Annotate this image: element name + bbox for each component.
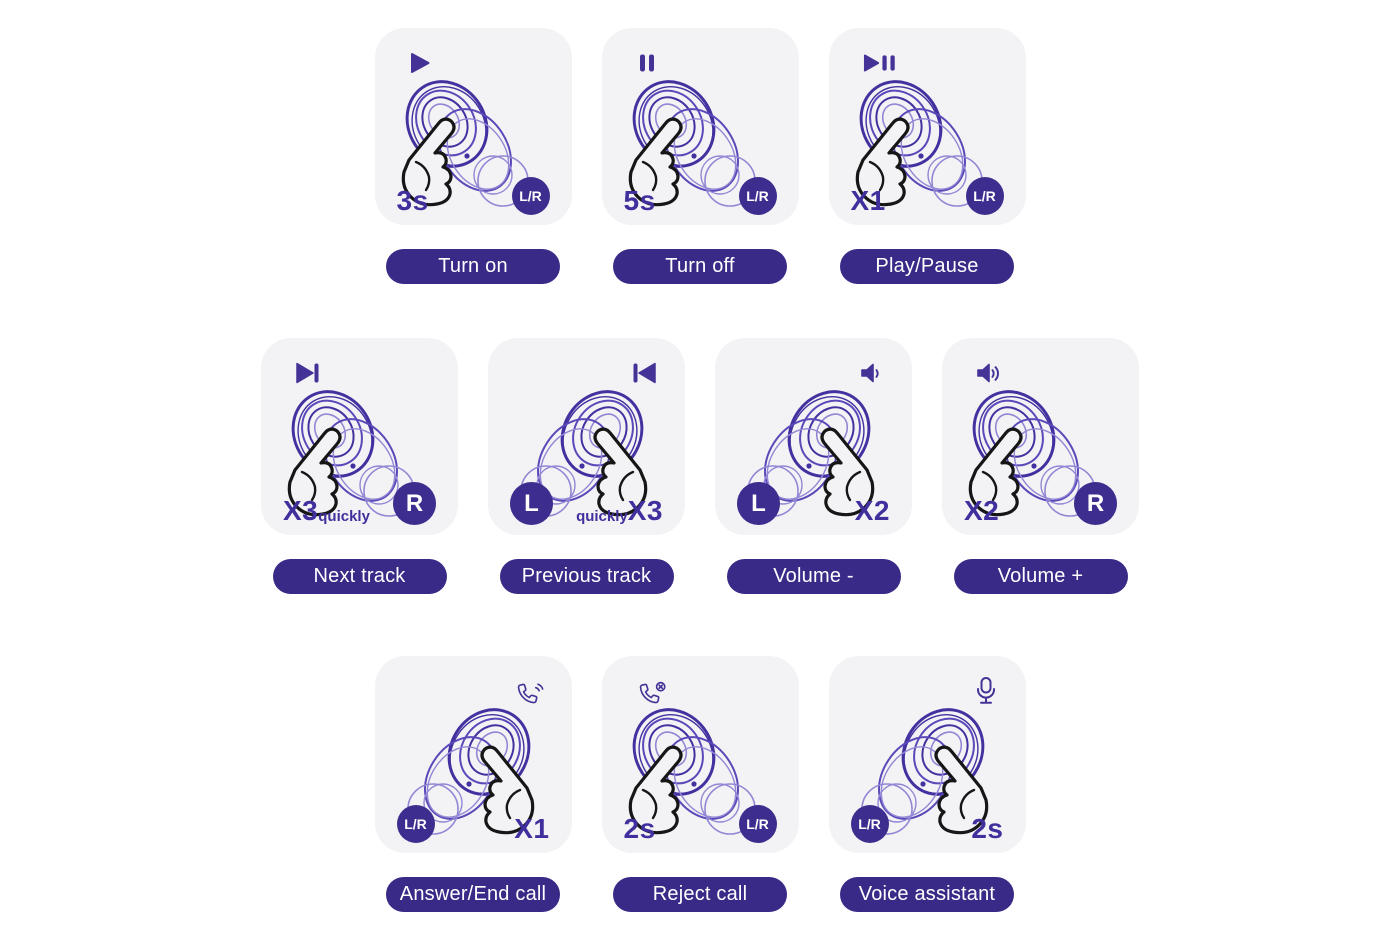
gesture-card [829, 656, 1026, 853]
action-label: Answer/End call [399, 883, 547, 905]
action-label-pill [613, 877, 787, 912]
action-label-pill [500, 559, 674, 594]
action-label: Next track [313, 565, 406, 587]
control-card-previous-track [488, 338, 685, 594]
earbud-side-badge: L/R [739, 177, 777, 215]
controls-row-1 [0, 28, 1400, 284]
gesture-count: X2 [854, 495, 890, 526]
earbud-side-badge: R [393, 482, 436, 525]
earbud-side-badge: L/R [739, 805, 777, 843]
gesture-card [375, 28, 572, 225]
action-label-pill [840, 877, 1014, 912]
action-label-pill [613, 249, 787, 284]
earbud-side-badge: L [510, 482, 553, 525]
action-label-pill [273, 559, 447, 594]
control-card-next-track [261, 338, 458, 594]
action-label: Reject call [652, 883, 748, 905]
microphone-icon [974, 680, 998, 705]
gesture-count: X1 [850, 185, 886, 216]
gesture-duration: 2s [971, 813, 1004, 844]
gesture-count: X3 [283, 495, 319, 526]
volume-down-icon [860, 362, 884, 384]
control-card-volume-down [715, 338, 912, 594]
gesture-card [942, 338, 1139, 535]
control-card-volume-up [942, 338, 1139, 594]
action-label: Play/Pause [875, 255, 979, 277]
phone-ringing-icon [514, 680, 544, 705]
earbud-side-badge: R [1074, 482, 1117, 525]
action-label: Volume - [773, 565, 854, 587]
control-card-turn-on [375, 28, 572, 284]
earbud-side-badge: L/R [512, 177, 550, 215]
earbud-side-badge: L [737, 482, 780, 525]
earbud-side-badge: L/R [397, 805, 435, 843]
controls-row-2 [0, 338, 1400, 594]
action-label-pill [386, 249, 560, 284]
action-label: Previous track [521, 565, 652, 587]
action-label: Turn off [665, 255, 735, 277]
phone-reject-icon [636, 680, 666, 705]
gesture-card [261, 338, 458, 535]
next-track-icon [295, 362, 321, 384]
gesture-card [715, 338, 912, 535]
earbud-side-badge: L/R [966, 177, 1004, 215]
control-card-answer-end-call [375, 656, 572, 912]
action-label-pill [840, 249, 1014, 284]
gesture-duration: 3s [396, 185, 429, 216]
action-label-pill [386, 877, 560, 912]
control-card-play-pause [829, 28, 1026, 284]
previous-track-icon [631, 362, 657, 384]
gesture-count: X1 [514, 813, 550, 844]
gesture-duration: 2s [623, 813, 656, 844]
volume-up-icon [976, 362, 1004, 384]
control-card-voice-assistant [829, 656, 1026, 912]
gesture-qualifier: quickly [318, 508, 370, 525]
gesture-qualifier: quickly [576, 508, 628, 525]
controls-row-3 [0, 656, 1400, 912]
gesture-duration: 5s [623, 185, 656, 216]
earbud-side-badge: L/R [851, 805, 889, 843]
action-label-pill [727, 559, 901, 594]
gesture-card [602, 28, 799, 225]
gesture-card [488, 338, 685, 535]
gesture-card [602, 656, 799, 853]
action-label: Turn on [438, 255, 508, 277]
control-card-turn-off [602, 28, 799, 284]
action-label: Voice assistant [858, 883, 996, 905]
action-label: Volume + [997, 565, 1084, 587]
control-card-reject-call [602, 656, 799, 912]
play-icon [409, 52, 431, 74]
play-pause-icon [863, 52, 899, 74]
gesture-card [375, 656, 572, 853]
pause-icon [636, 52, 658, 74]
gesture-count: X3 [627, 495, 663, 526]
gesture-count: X2 [964, 495, 1000, 526]
gesture-card [829, 28, 1026, 225]
action-label-pill [954, 559, 1128, 594]
